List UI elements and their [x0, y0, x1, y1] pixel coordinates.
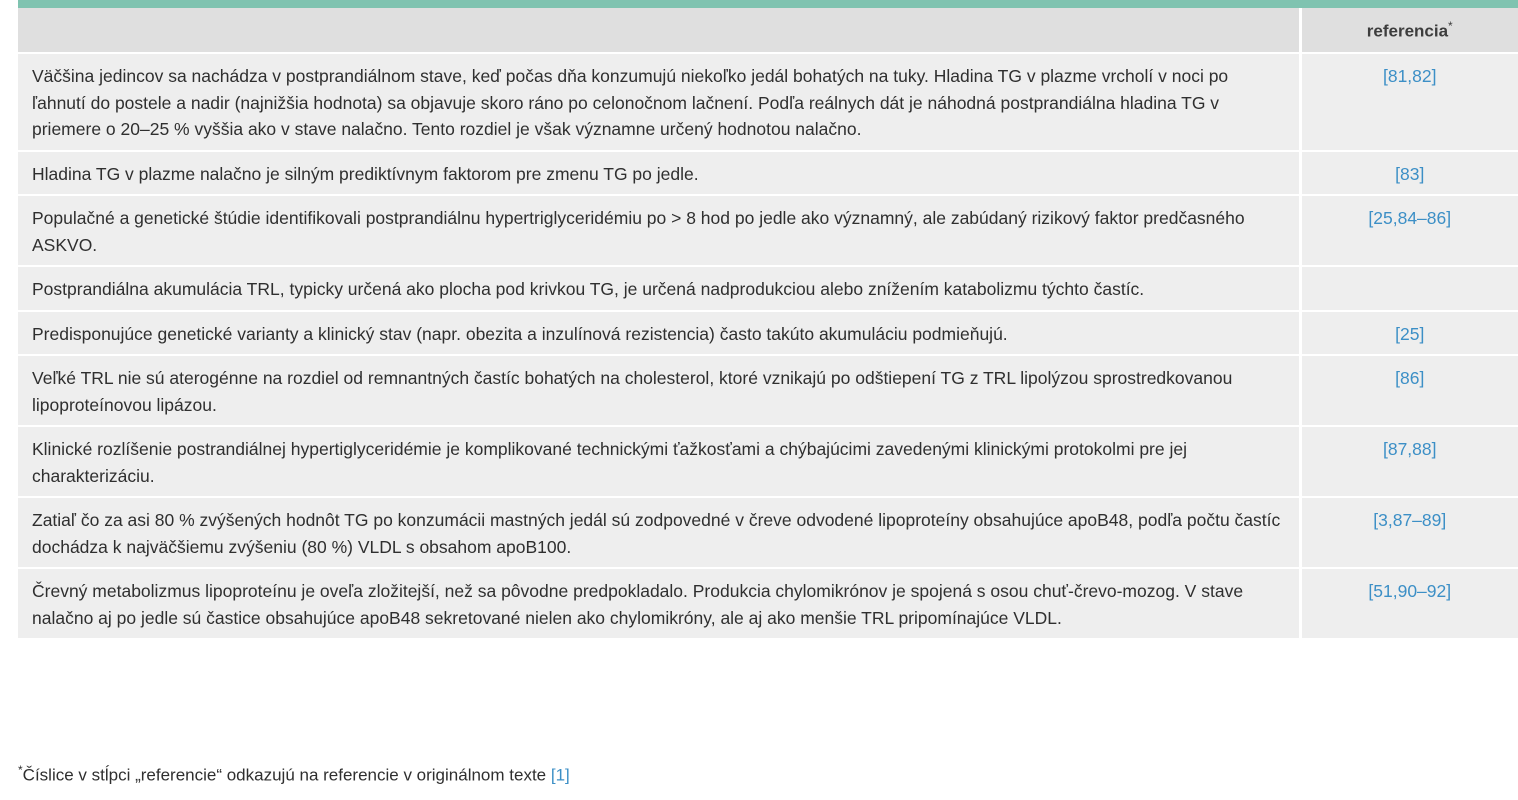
header-reference-cell — [1300, 8, 1518, 53]
reference-cell[interactable]: [81,82] — [1300, 53, 1518, 151]
reference-cell[interactable]: [51,90–92] — [1300, 568, 1518, 638]
statement-cell: Veľké TRL nie sú aterogénne na rozdiel od remnantných častíc bohatých na cholesterol, ktoré vznikajú po odštiepení TG z TRL lipolýzou sprostredkovanou lipoproteínovou lipázou. — [18, 355, 1300, 426]
statement-cell: Predisponujúce genetické varianty a klinický stav (napr. obezita a inzulínová rezistencia) často takúto akumuláciu podmieňujú. — [18, 311, 1300, 356]
statement-cell: Populačné a genetické štúdie identifikovali postprandiálnu hypertriglyceridémiu po > 8 hod po jedle ako významný, ale zabúdaný rizikový faktor predčasného ASKVO. — [18, 195, 1300, 266]
table-footnote — [18, 763, 570, 786]
footnote-reference-link[interactable]: [1] — [550, 765, 570, 785]
header-statement-cell — [18, 8, 1300, 53]
table-row — [18, 151, 1518, 196]
statement-cell: Klinické rozlíšenie postrandiálnej hypertiglyceridémie je komplikované technickými ťažkosťami a chýbajúcimi zavedenými klinickými protokolmi pre jej charakterizáciu. — [18, 426, 1300, 497]
table-row — [18, 355, 1518, 426]
reference-cell[interactable]: [87,88] — [1300, 426, 1518, 497]
statement-cell: Väčšina jedincov sa nachádza v postprandiálnom stave, keď počas dňa konzumujú niekoľko jedál bohatých na tuky. Hladina TG v plazme vrcholí v noci po ľahnutí do postele a nadir (najnižšia hodnota) sa objavuje skoro ráno po celonočnom lačnení. Podľa reálnych dát je náhodná postprandiálna hladina TG v priemere o 20–25 % vyššia ako v stave nalačno. Tento rozdiel je však významne určený hodnotou nalačno. — [18, 53, 1300, 151]
reference-cell[interactable]: [25] — [1300, 311, 1518, 356]
reference-cell — [1300, 266, 1518, 311]
table-row — [18, 568, 1518, 638]
statement-cell: Črevný metabolizmus lipoproteínu je oveľa zložitejší, než sa pôvodne predpokladalo. Produkcia chylomikrónov je spojená s osou chuť-črevo-mozog. V stave nalačno aj po jedle sú častice obsahujúce apoB48 sekretované nielen ako chylomikróny, ale aj ako menšie TRL pripomínajúce VLDL. — [18, 568, 1300, 638]
table-row — [18, 497, 1518, 568]
table-row — [18, 311, 1518, 356]
footnote-marker: * — [18, 763, 23, 777]
reference-cell[interactable]: [3,87–89] — [1300, 497, 1518, 568]
reference-cell[interactable]: [25,84–86] — [1300, 195, 1518, 266]
statement-cell: Hladina TG v plazme nalačno je silným prediktívnym faktorom pre zmenu TG po jedle. — [18, 151, 1300, 196]
table-header-row — [18, 8, 1518, 53]
header-reference-label: referencia — [1366, 21, 1449, 41]
table-row — [18, 266, 1518, 311]
table-top-accent-bar — [18, 0, 1518, 8]
table-row — [18, 195, 1518, 266]
reference-cell[interactable]: [83] — [1300, 151, 1518, 196]
header-reference-marker: * — [1448, 18, 1453, 33]
evidence-table — [18, 8, 1518, 638]
reference-cell[interactable]: [86] — [1300, 355, 1518, 426]
table-row — [18, 426, 1518, 497]
statement-cell: Zatiaľ čo za asi 80 % zvýšených hodnôt TG po konzumácii mastných jedál sú zodpovedné v čreve odvodené lipoproteíny obsahujúce apoB48, podľa počtu častíc dochádza k najväčšiemu zvýšeniu (80 %) VLDL s obsahom apoB100. — [18, 497, 1300, 568]
table-row — [18, 53, 1518, 151]
statement-cell: Postprandiálna akumulácia TRL, typicky určená ako plocha pod krivkou TG, je určená nadprodukciou alebo znížením katabolizmu týchto častíc. — [18, 266, 1300, 311]
footnote-text: Číslice v stĺpci „referencie“ odkazujú na referencie v originálnom texte — [22, 765, 551, 785]
